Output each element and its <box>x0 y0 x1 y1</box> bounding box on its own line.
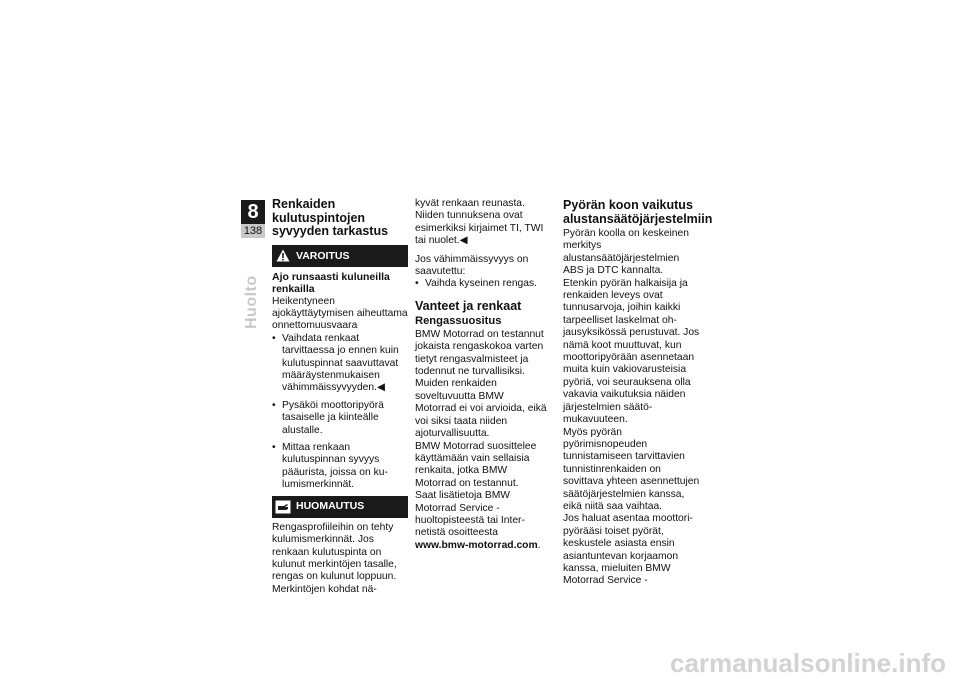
period: . <box>537 539 541 551</box>
warning-bullets <box>272 333 408 492</box>
note-hand-icon <box>272 500 294 514</box>
list-item: • Pysäköi moottoripyörä tasaiselle ja kiinteälle alustalle. <box>272 400 408 437</box>
column-1 <box>272 198 408 596</box>
warning-heading: Ajo runsaasti kuluneilla renkailla <box>272 270 390 296</box>
subsection-heading: Rengassuositus <box>415 314 502 327</box>
chapter-number: 8 <box>241 200 265 224</box>
section-label: Huolto <box>243 275 260 329</box>
chapter-sidebar <box>241 200 265 238</box>
paragraph: Myös pyörän pyörimisnopeuden tunnistamiseen tarvittavien tunnistinrenkaiden on sovittava yhteen asennettujen säätöjärjestelmien kanssa, eikä niitä saa vaihtaa. <box>563 426 700 512</box>
warning-banner <box>272 245 408 267</box>
warning-triangle-icon <box>272 249 294 262</box>
list-item: • Vaihdata renkaat tarvittaessa jo ennen kuin kulutuspinnat saavuttavat määräystenmukaisen vähimmäissyvyyden.◀ <box>272 333 408 395</box>
note-label: HUOMAUTUS <box>296 500 365 513</box>
paragraph: Jos haluat asentaa moottoripyörääsi toiset pyörät, keskustele asiasta ensin asiantuntevan korjaamon kanssa, mieluiten BMW Motorrad Service - <box>563 513 693 587</box>
warning-text: Heikentyneen ajokäyttäytymisen aiheuttama onnettomuusvaara <box>272 295 408 332</box>
section-heading: Pyörän koon vaikutus alustansäätöjärjestelmiin <box>563 198 713 226</box>
warning-label: VAROITUS <box>296 249 350 262</box>
list-item: • Mittaa renkaan kulutuspinnan syvyys pääurista, joissa on kulumismerkinnät. <box>272 442 408 492</box>
watermark: carmanualsonline.info <box>670 648 946 678</box>
note-banner <box>272 496 408 518</box>
paragraph: BMW Motorrad on testannut jokaista rengaskokoa varten tietyt rengasvalmisteet ja todennut ne turvallisiksi. Muiden renkaiden soveltuvuutta BMW Motorrad ei voi arvioida, eikä voi siksi taata niiden ajoturvallisuutta. <box>415 328 547 440</box>
section-title: Renkaiden kulutuspintojen syvyyden tarkastus <box>272 197 389 239</box>
note-text: Rengasprofiileihin on tehty kulumismerkinnät. Jos renkaan kulutuspinta on kulunut merkintöjen tasalle, rengas on kulunut loppuun. Merkintöjen kohdat nä- <box>272 521 397 595</box>
paragraph <box>415 490 547 552</box>
paragraph: Pyörän koolla on keskeinen merkitys alustansäätöjärjestelmien ABS ja DTC kannalta. Etenkin pyörän halkaisija ja renkaiden leveys ovat tunnusarvoja, joihin kaikki tarpeelliset laskelmat ohjausyksikössä perustuvat. Jos nämä koot muuttuvat, kun moottoripyörään asennetaan muita kuin vakiovarusteisia pyöriä, voi seurauksena olla vakavia vaikutuksia näiden järjestelmien säätömukavuuteen. <box>563 228 700 426</box>
website-link[interactable]: www.bmw-motorrad.com <box>415 539 538 551</box>
note-text-continued: kyvät renkaan reunasta. Niiden tunnuksena ovat esimerkiksi kirjaimet TI, TWI tai nuolet.◀ <box>415 198 544 247</box>
bullet-list <box>415 278 547 290</box>
page-number: 138 <box>241 224 265 238</box>
paragraph-text: Saat lisätietoja BMW Motorrad Service -huoltopisteestä tai Internetistä osoitteesta <box>415 490 525 539</box>
paragraph: Jos vähimmäissyvyys on saavutettu: <box>415 253 529 278</box>
section-heading: Vanteet ja renkaat <box>415 298 522 313</box>
paragraph: BMW Motorrad suosittelee käyttämään vain sellaisia renkaita, jotka BMW Motorrad on testannut. <box>415 440 537 489</box>
column-3 <box>563 198 713 588</box>
list-item: • Vaihda kyseinen rengas. <box>415 278 547 290</box>
column-2 <box>415 198 547 552</box>
